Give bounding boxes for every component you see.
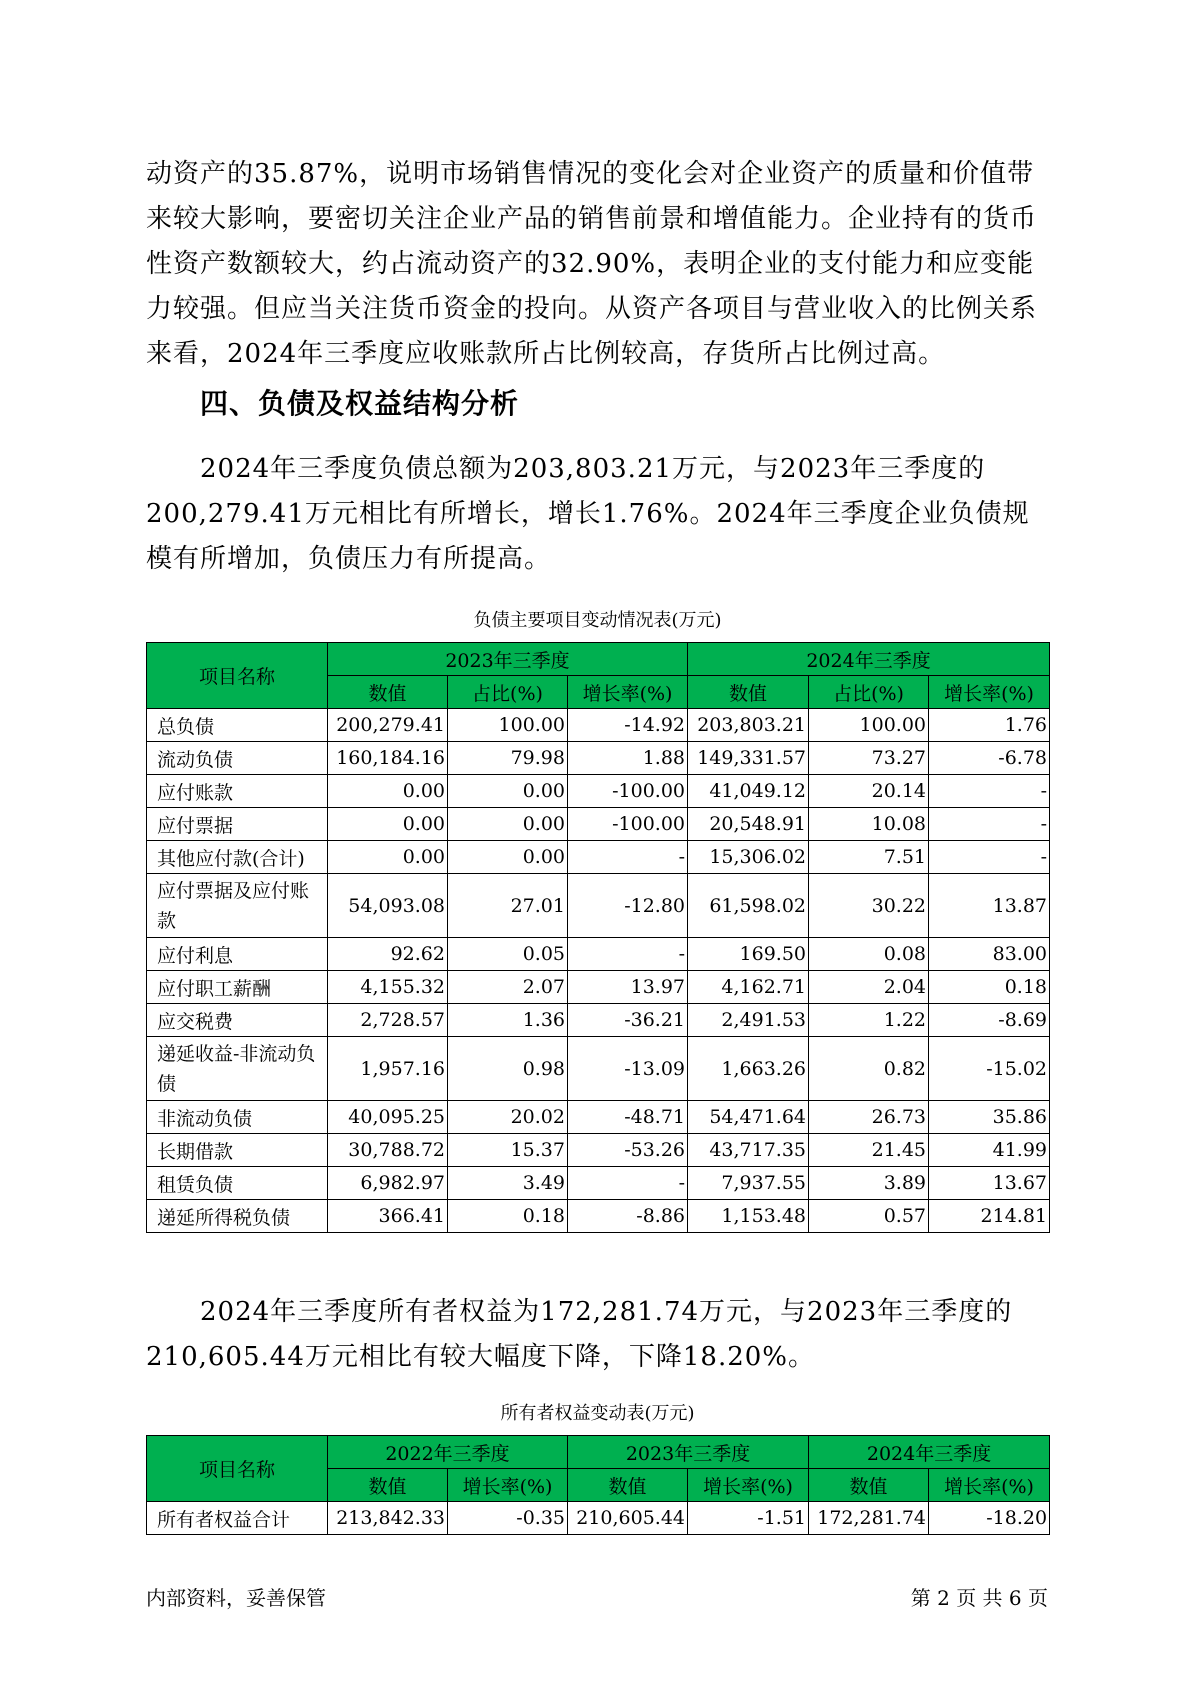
table-cell: 21.45 <box>809 1134 929 1167</box>
table-cell: 54,093.08 <box>328 874 448 938</box>
table-cell: -0.35 <box>448 1502 568 1535</box>
table-cell: -48.71 <box>568 1101 688 1134</box>
table-cell: 3.49 <box>448 1167 568 1200</box>
table-cell: 200,279.41 <box>328 709 448 742</box>
table-row <box>147 938 1050 971</box>
table-cell: 203,803.21 <box>688 709 809 742</box>
table-cell: 2.07 <box>448 971 568 1004</box>
table-cell: 0.82 <box>809 1037 929 1101</box>
table-cell: 43,717.35 <box>688 1134 809 1167</box>
table-cell: 7.51 <box>809 841 929 874</box>
equity-table <box>146 1435 1050 1535</box>
row-label: 总负债 <box>147 709 328 742</box>
table-cell: - <box>568 841 688 874</box>
table-row <box>147 1037 1050 1101</box>
paragraph-assets-tail: 动资产的35.87%，说明市场销售情况的变化会对企业资产的质量和价值带来较大影响，要密切关注企业产品的销售前景和增值能力。企业持有的货币性资产数额较大，约占流动资产的32.90%，表明企业的支付能力和应变能力较强。但应当关注货币资金的投向。从资产各项目与营业收入的比例关系来看，2024年三季度应收账款所占比例较高，存货所占比例过高。 <box>146 159 1038 369</box>
table-cell: 2,728.57 <box>328 1004 448 1037</box>
table-cell: 13.67 <box>929 1167 1050 1200</box>
liability-table-caption: 负债主要项目变动情况表(万元) <box>473 610 722 631</box>
table-cell: - <box>568 1167 688 1200</box>
table-cell: 2.04 <box>809 971 929 1004</box>
table-cell: -8.86 <box>568 1200 688 1233</box>
column-header-growth: 增长率(%) <box>929 1469 1050 1502</box>
column-header-value: 数值 <box>328 1469 448 1502</box>
table-cell: - <box>929 841 1050 874</box>
footer-confidential-note: 内部资料，妥善保管 <box>146 1586 326 1610</box>
table-cell: 15.37 <box>448 1134 568 1167</box>
table-cell: 92.62 <box>328 938 448 971</box>
column-header-value: 数值 <box>328 676 448 709</box>
table-cell: 1,957.16 <box>328 1037 448 1101</box>
table-cell: 0.00 <box>448 808 568 841</box>
table-cell: 13.97 <box>568 971 688 1004</box>
table-cell: -12.80 <box>568 874 688 938</box>
table-cell: 40,095.25 <box>328 1101 448 1134</box>
table-cell: 0.00 <box>328 775 448 808</box>
equity-table-header-row <box>147 1436 1050 1469</box>
table-cell: 0.00 <box>328 808 448 841</box>
table-row <box>147 808 1050 841</box>
table-cell: 366.41 <box>328 1200 448 1233</box>
table-cell: 20.02 <box>448 1101 568 1134</box>
table-row <box>147 742 1050 775</box>
column-header-value: 数值 <box>688 676 809 709</box>
table-row <box>147 709 1050 742</box>
table-cell: -14.92 <box>568 709 688 742</box>
row-label: 长期借款 <box>147 1134 328 1167</box>
table-row <box>147 775 1050 808</box>
row-label: 递延所得税负债 <box>147 1200 328 1233</box>
column-header-growth: 增长率(%) <box>929 676 1050 709</box>
column-header-growth: 增长率(%) <box>568 676 688 709</box>
table-row <box>147 1004 1050 1037</box>
column-header-name: 项目名称 <box>147 643 328 709</box>
table-cell: 79.98 <box>448 742 568 775</box>
table-cell: -8.69 <box>929 1004 1050 1037</box>
column-header-share: 占比(%) <box>448 676 568 709</box>
table-cell: -100.00 <box>568 775 688 808</box>
table-row <box>147 1200 1050 1233</box>
table-cell: 1.22 <box>809 1004 929 1037</box>
table-cell: 73.27 <box>809 742 929 775</box>
table-row <box>147 971 1050 1004</box>
column-header-period: 2023年三季度 <box>568 1436 809 1469</box>
table-cell: 20.14 <box>809 775 929 808</box>
table-cell: -1.51 <box>688 1502 809 1535</box>
table-cell: 0.00 <box>448 775 568 808</box>
table-row <box>147 1167 1050 1200</box>
table-cell: 172,281.74 <box>809 1502 929 1535</box>
table-cell: 1,663.26 <box>688 1037 809 1101</box>
table-cell: 0.08 <box>809 938 929 971</box>
table-cell: 0.57 <box>809 1200 929 1233</box>
table-cell: 169.50 <box>688 938 809 971</box>
table-row <box>147 1502 1050 1535</box>
table-cell: 15,306.02 <box>688 841 809 874</box>
table-cell: -53.26 <box>568 1134 688 1167</box>
row-label: 应付利息 <box>147 938 328 971</box>
table-cell: - <box>929 775 1050 808</box>
table-cell: 41,049.12 <box>688 775 809 808</box>
table-cell: -13.09 <box>568 1037 688 1101</box>
footer-page-number: 第 2 页 共 6 页 <box>910 1586 1048 1610</box>
table-cell: 6,982.97 <box>328 1167 448 1200</box>
column-header-value: 数值 <box>568 1469 688 1502</box>
column-header-name: 项目名称 <box>147 1436 328 1502</box>
table-cell: 54,471.64 <box>688 1101 809 1134</box>
column-header-period: 2024年三季度 <box>809 1436 1050 1469</box>
table-cell: 1.76 <box>929 709 1050 742</box>
row-label: 流动负债 <box>147 742 328 775</box>
table-cell: 41.99 <box>929 1134 1050 1167</box>
table-cell: 3.89 <box>809 1167 929 1200</box>
table-cell: 1.88 <box>568 742 688 775</box>
table-cell: 13.87 <box>929 874 1050 938</box>
paragraph-liabilities: 2024年三季度负债总额为203,803.21万元，与2023年三季度的200,279.41万元相比有所增长，增长1.76%。2024年三季度企业负债规模有所增加，负债压力有所提高。 <box>146 454 1030 574</box>
row-label: 应付票据 <box>147 808 328 841</box>
table-cell: 7,937.55 <box>688 1167 809 1200</box>
table-cell: -6.78 <box>929 742 1050 775</box>
table-cell: 4,155.32 <box>328 971 448 1004</box>
table-cell: 213,842.33 <box>328 1502 448 1535</box>
column-header-period: 2024年三季度 <box>688 643 1050 676</box>
table-cell: 4,162.71 <box>688 971 809 1004</box>
row-label: 所有者权益合计 <box>147 1502 328 1535</box>
row-label: 应交税费 <box>147 1004 328 1037</box>
column-header-period: 2023年三季度 <box>328 643 688 676</box>
table-cell: 0.18 <box>448 1200 568 1233</box>
table-cell: 100.00 <box>809 709 929 742</box>
row-label: 应付账款 <box>147 775 328 808</box>
table-row <box>147 1134 1050 1167</box>
table-cell: 0.18 <box>929 971 1050 1004</box>
table-cell: 2,491.53 <box>688 1004 809 1037</box>
row-label: 租赁负债 <box>147 1167 328 1200</box>
column-header-period: 2022年三季度 <box>328 1436 568 1469</box>
table-cell: -18.20 <box>929 1502 1050 1535</box>
table-cell: 30.22 <box>809 874 929 938</box>
table-cell: 20,548.91 <box>688 808 809 841</box>
table-cell: 61,598.02 <box>688 874 809 938</box>
section-heading: 四、负债及权益结构分析 <box>200 387 520 420</box>
table-cell: 0.98 <box>448 1037 568 1101</box>
row-label: 递延收益-非流动负债 <box>147 1037 328 1101</box>
table-cell: 210,605.44 <box>568 1502 688 1535</box>
table-row <box>147 874 1050 938</box>
table-cell: - <box>929 808 1050 841</box>
table-cell: 35.86 <box>929 1101 1050 1134</box>
row-label: 应付职工薪酬 <box>147 971 328 1004</box>
table-cell: 1.36 <box>448 1004 568 1037</box>
column-header-growth: 增长率(%) <box>688 1469 809 1502</box>
liability-table-header-row <box>147 643 1050 676</box>
table-cell: 10.08 <box>809 808 929 841</box>
table-cell: 0.05 <box>448 938 568 971</box>
table-cell: 26.73 <box>809 1101 929 1134</box>
paragraph-equity: 2024年三季度所有者权益为172,281.74万元，与2023年三季度的210,605.44万元相比有较大幅度下降，下降18.20%。 <box>146 1297 1013 1372</box>
table-cell: 83.00 <box>929 938 1050 971</box>
table-cell: 27.01 <box>448 874 568 938</box>
table-row <box>147 841 1050 874</box>
table-cell: 149,331.57 <box>688 742 809 775</box>
table-cell: 30,788.72 <box>328 1134 448 1167</box>
column-header-value: 数值 <box>809 1469 929 1502</box>
column-header-growth: 增长率(%) <box>448 1469 568 1502</box>
table-cell: 0.00 <box>328 841 448 874</box>
liability-table <box>146 642 1050 1233</box>
table-row <box>147 1101 1050 1134</box>
row-label: 其他应付款(合计) <box>147 841 328 874</box>
table-cell: 0.00 <box>448 841 568 874</box>
table-cell: -100.00 <box>568 808 688 841</box>
row-label: 应付票据及应付账款 <box>147 874 328 938</box>
equity-table-caption: 所有者权益变动表(万元) <box>500 1403 695 1424</box>
column-header-share: 占比(%) <box>809 676 929 709</box>
row-label: 非流动负债 <box>147 1101 328 1134</box>
table-cell: 100.00 <box>448 709 568 742</box>
table-cell: 214.81 <box>929 1200 1050 1233</box>
table-cell: - <box>568 938 688 971</box>
table-cell: 160,184.16 <box>328 742 448 775</box>
table-cell: -15.02 <box>929 1037 1050 1101</box>
table-cell: -36.21 <box>568 1004 688 1037</box>
table-cell: 1,153.48 <box>688 1200 809 1233</box>
